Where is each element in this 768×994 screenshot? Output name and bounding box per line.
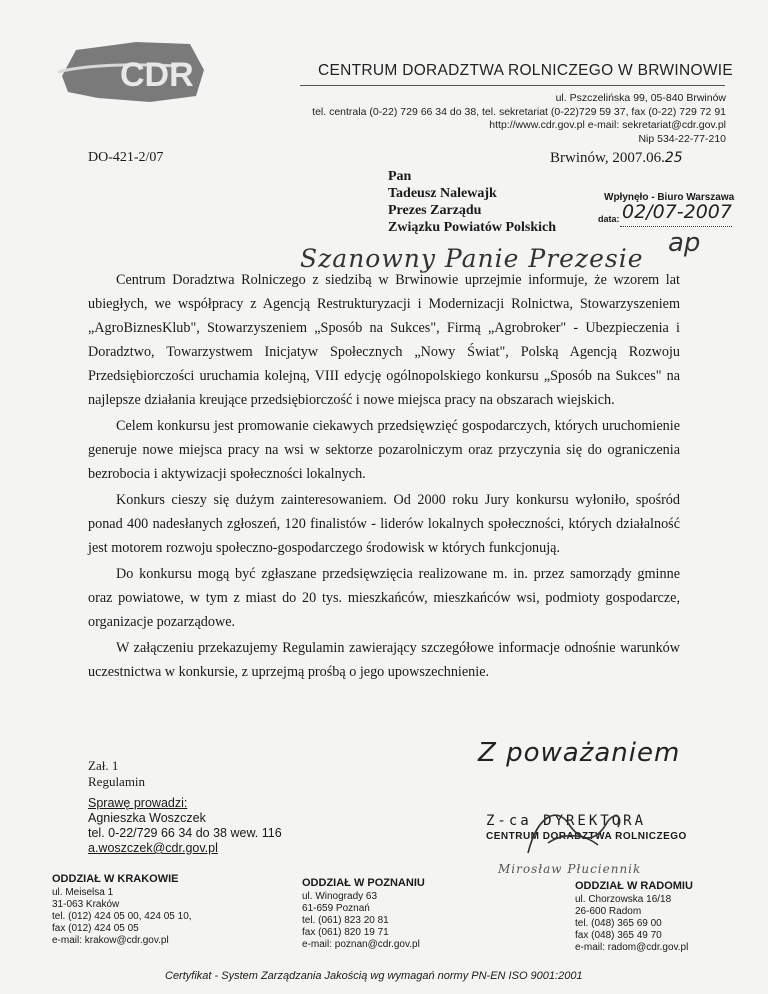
cdr-logo [58,36,208,106]
place-date [550,150,683,167]
attachment-name: Regulamin [88,774,146,789]
branch-krakow [52,873,192,947]
prepared-by-phone: tel. 0-22/729 66 34 do 38 wew. 116 [88,826,282,840]
letter-body [88,268,680,686]
branch-line: ul. Meiselsa 1 [52,887,114,898]
header-web: http://www.cdr.gov.pl e-mail: sekretariat@cdr.gov.pl [489,119,726,131]
recipient-line: Pan [388,169,412,184]
prepared-by [88,796,282,856]
branch-title: ODDZIAŁ W RADOMIU [575,880,693,892]
prepared-by-label: Sprawę prowadzi: [88,796,188,810]
branch-line: fax (061) 820 19 71 [302,927,389,938]
header-address: ul. Pszczelińska 99, 05-840 Brwinów [555,92,726,104]
signature-scribble [498,803,638,867]
branch-line: ul. Chorzowska 16/18 [575,894,672,905]
header-nip: Nip 534-22-77-210 [638,132,726,145]
header-divider [300,85,725,86]
prepared-by-email[interactable]: a.woszczek@cdr.gov.pl [88,841,218,855]
header-phones: tel. centrala (0-22) 729 66 34 do 38, tel. sekretariat (0-22)729 59 37, fax (0-22) 729 72 91 [312,105,726,118]
branch-line: 61-659 Poznań [302,903,370,914]
received-stamp-label: Wpłynęło - Biuro Warszawa [604,192,735,203]
branch-line: tel. (061) 823 20 81 [302,915,389,926]
branch-line: fax (048) 365 49 70 [575,930,662,941]
signature-name: Mirosław Płuciennik [498,862,642,876]
branch-poznan [302,877,425,951]
body-paragraph: Centrum Doradztwa Rolniczego z siedzibą w Brwinowie uprzejmie informuje, że wzorem lat ubiegłych, we współpracy z Agencją Restrukturyzacji i Modernizacji Rolnictwa, Stowarzyszeniem „AgroBiznesKlub", Stowarzyszeniem „Sposób na Sukces", Firmą „Agrobroker" - Ubezpieczenia i Doradztwo, Towarzystwem Inicjatyw Społecznych „Nowy Świat", Polską Agencją Rozwoju Przedsiębiorczości uruchamia kolejną, VIII edycję ogólnopolskiego konkursu „Sposób na Sukces" na najlepsze działania kreujące przedsiębiorczość i nowe miejsca pracy na obszarach wiejskich. [88,272,680,408]
branch-radom [575,880,693,954]
branch-line: tel. (048) 365 69 00 [575,918,662,929]
handwritten-day: 25 [664,150,683,166]
stamp-dotted-line [620,226,732,227]
recipient-block [388,168,556,236]
branch-title: ODDZIAŁ W POZNANIU [302,877,425,889]
header-contact [312,92,726,146]
body-paragraph: Do konkursu mogą być zgłaszane przedsięwzięcia realizowane m. in. przez samorządy gminne oraz powiatowe, w tym z miast do 20 tys. mieszkańców, mieszkańców wsi, podmioty gospodarcze, organizacje pozarządowe. [88,566,680,630]
body-paragraph: W załączeniu przekazujemy Regulamin zawierający szczegółowe informacje odnośnie warunków uczestnictwa w konkursie, z uprzejmą prośbą o jego upowszechnienie. [88,640,680,680]
branch-line: e-mail: radom@cdr.gov.pl [575,942,689,953]
branch-line: fax (012) 424 05 05 [52,923,139,934]
salutation: Szanowny Panie Prezesie [300,244,644,273]
reference-number: DO-421-2/07 [88,150,164,165]
branch-title: ODDZIAŁ W KRAKOWIE [52,873,179,885]
signature-stamp-title: Z-ca DYREKTORA [486,813,647,829]
branch-line: tel. (012) 424 05 00, 424 05 10, [52,911,192,922]
recipient-name: Tadeusz Nalewajk [388,186,497,201]
body-paragraph: Konkurs cieszy się dużym zainteresowaniem. Od 2000 roku Jury konkursu wyłoniło, spośród ponad 400 nadesłanych zgłoszeń, 120 finalistów - liderów lokalnych społeczności, których działalność jest motorem rozwoju społeczno-gospodarczego środowisk w których funkcjonują. [88,492,680,556]
branch-line: 31-063 Kraków [52,899,120,910]
org-name: CENTRUM DORADZTWA ROLNICZEGO W BRWINOWIE [318,62,733,79]
logo-text: CDR [120,56,194,94]
received-stamp-date: 02/07-2007 [622,201,732,223]
prepared-by-name: Agnieszka Woszczek [88,811,206,825]
recipient-title: Prezes Zarządu [388,203,482,218]
signature-stamp-org: CENTRUM DORADZTWA ROLNICZEGO [486,831,687,842]
branch-line: ul. Winogrady 63 [302,891,378,902]
certificate-note: Certyfikat - System Zarządzania Jakością wg wymagań normy PN-EN ISO 9001:2001 [165,970,583,982]
place-date-text: Brwinów, 2007.06. [550,150,665,166]
body-paragraph: Celem konkursu jest promowanie ciekawych przedsięwzięć gospodarczych, których uruchomienie generuje nowe miejsca pracy na wsi w sektorze pozarolniczym oraz przyczynia się do ograniczenia bezrobocia i aktywizacji społeczności lokalnych. [88,418,680,482]
received-stamp-date-label: data: [598,214,620,224]
closing-handwritten: Z poważaniem [478,738,681,768]
attachment-note [88,758,145,790]
handwritten-initials: ap [668,228,701,258]
branch-line: 26-600 Radom [575,906,642,917]
branch-line: e-mail: poznan@cdr.gov.pl [302,939,420,950]
branch-line: e-mail: krakow@cdr.gov.pl [52,935,169,946]
recipient-org: Związku Powiatów Polskich [388,220,557,235]
attachment-count: Zał. 1 [88,758,119,773]
